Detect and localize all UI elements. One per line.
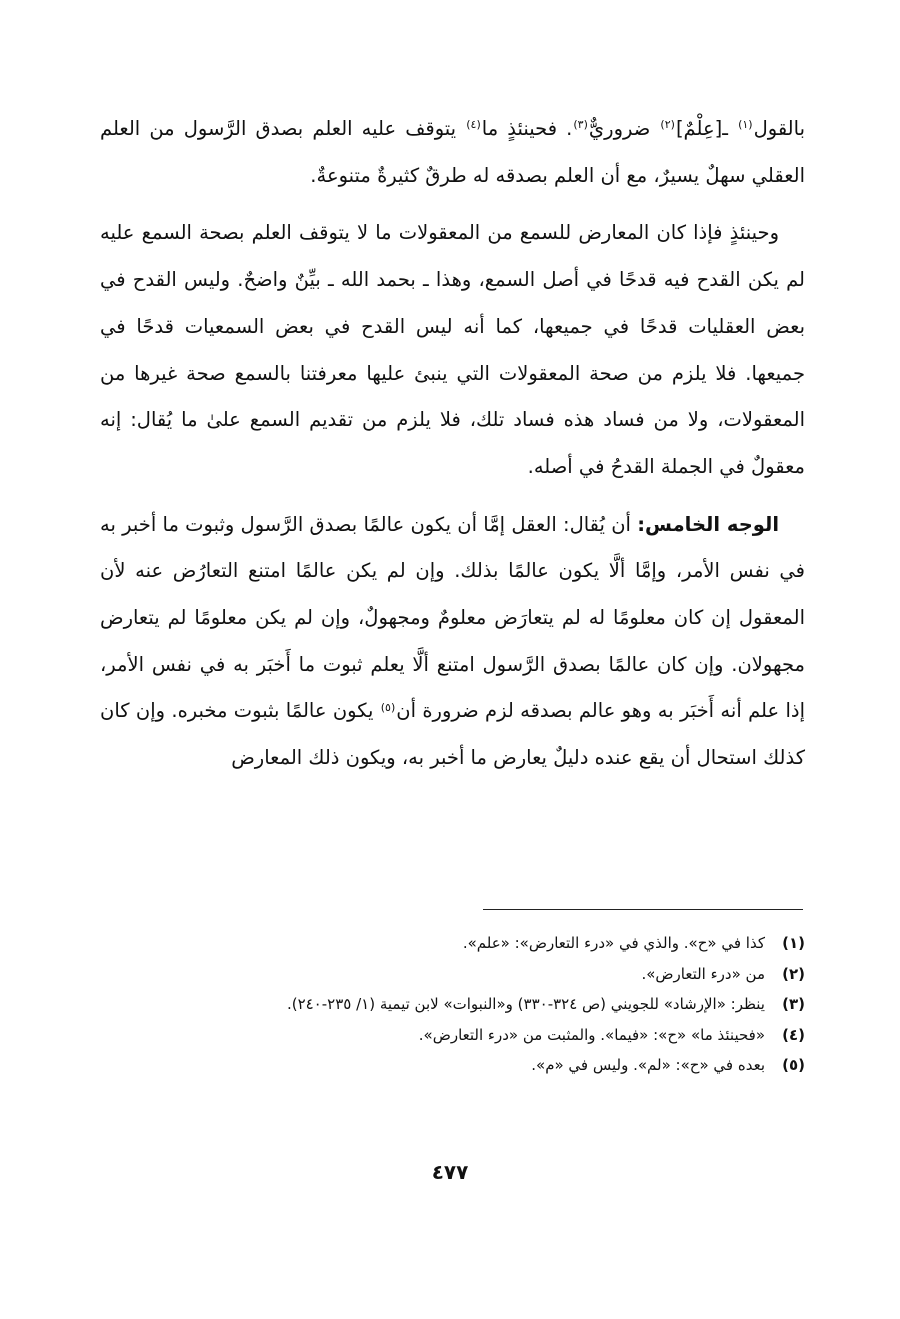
footnote: (٢) من «درء التعارض».: [641, 964, 805, 983]
main-text: [100, 106, 805, 782]
footnote-ref-2: (٢): [660, 118, 675, 132]
footnote: (١) كذا في «ح». والذي في «درء التعارض»: «علم».: [462, 934, 805, 952]
footnotes: [100, 928, 805, 1081]
paragraph-1: بالقول$^{(١)}$ ـ[عِلْمٌ]$^{(٢)}$ ضروريٌّ$^{(٣)}$. فحينئذٍ ما$^{(٤)}$ يتوقف عليه العلم بصدق الرَّسول من العلم العقلي سهلٌ يسيرٌ، مع أن العلم بصدقه له طرقٌ كثيرةٌ متنوعةٌ.: [100, 117, 805, 187]
page-number: ٤٧٧: [431, 1160, 469, 1184]
paragraph-3: الوجه الخامس: أن يُقال: العقل إمَّا أن يكون عالمًا بصدق الرَّسول وثبوت ما أخبر به في نفس الأمر، وإمَّا ألَّا يكون عالمًا بذلك. وإن لم يكن عالمًا امتنع التعارُض عنه لأن المعقول إن كان معلومًا له لم يتعارَض معلومٌ ومجهولٌ، وإن لم يكن معلومًا لم يتعارض مجهولان. وإن كان عالمًا بصدق الرَّسول امتنع ألَّا يعلم ثبوت ما أَخبَر به في نفس الأمر، إذا علم أنه أَخبَر به وهو عالم بصدقه لزم ضرورة أن$^{(٥)}$ يكون عالمًا بثبوت مخبره. وإن كان كذلك استحال أن يقع عنده دليلٌ يعارض ما أخبر به، ويكون ذلك المعارض: [100, 512, 805, 770]
footnote-ref-4: (٤): [466, 118, 481, 132]
footnote: (٥) بعده في «ح»: «لم». وليس في «م».: [531, 1056, 805, 1074]
section-lead: الوجه الخامس:: [637, 512, 780, 536]
footnote-divider: [483, 909, 803, 910]
footnote: (٣) ينظر: «الإرشاد» للجويني (ص ٣٢٤-٣٣٠) و«النبوات» لابن تيمية (١/ ٢٣٥-٢٤٠).: [286, 995, 805, 1013]
footnote-ref-5: (٥): [380, 700, 396, 714]
paragraph-2: وحينئذٍ فإذا كان المعارض للسمع من المعقولات ما لا يتوقف العلم بصحة السمع عليه لم يكن القدح فيه قدحًا في أصل السمع، وهذا ـ بحمد الله ـ بيِّنٌ واضحٌ. وليس القدح في بعض العقليات قدحًا في جميعها، كما أنه ليس القدح في بعض السمعيات قدحًا في جميعها. فلا يلزم من صحة المعقولات التي ينبئ عليها معرفتنا بالسمع صحة غيرها من المعقولات، ولا من فساد هذه فساد تلك، فلا يلزم من تقديم السمع علىٰ ما يُقال: إنه معقولٌ في الجملة القدحُ في أصله.: [100, 221, 805, 478]
footnote-ref-1: (١): [738, 118, 753, 132]
footnote: (٤) «فحينئذ ما» «ح»: «فيما». والمثبت من «درء التعارض».: [418, 1025, 805, 1044]
footnote-ref-3: (٣): [573, 118, 588, 132]
